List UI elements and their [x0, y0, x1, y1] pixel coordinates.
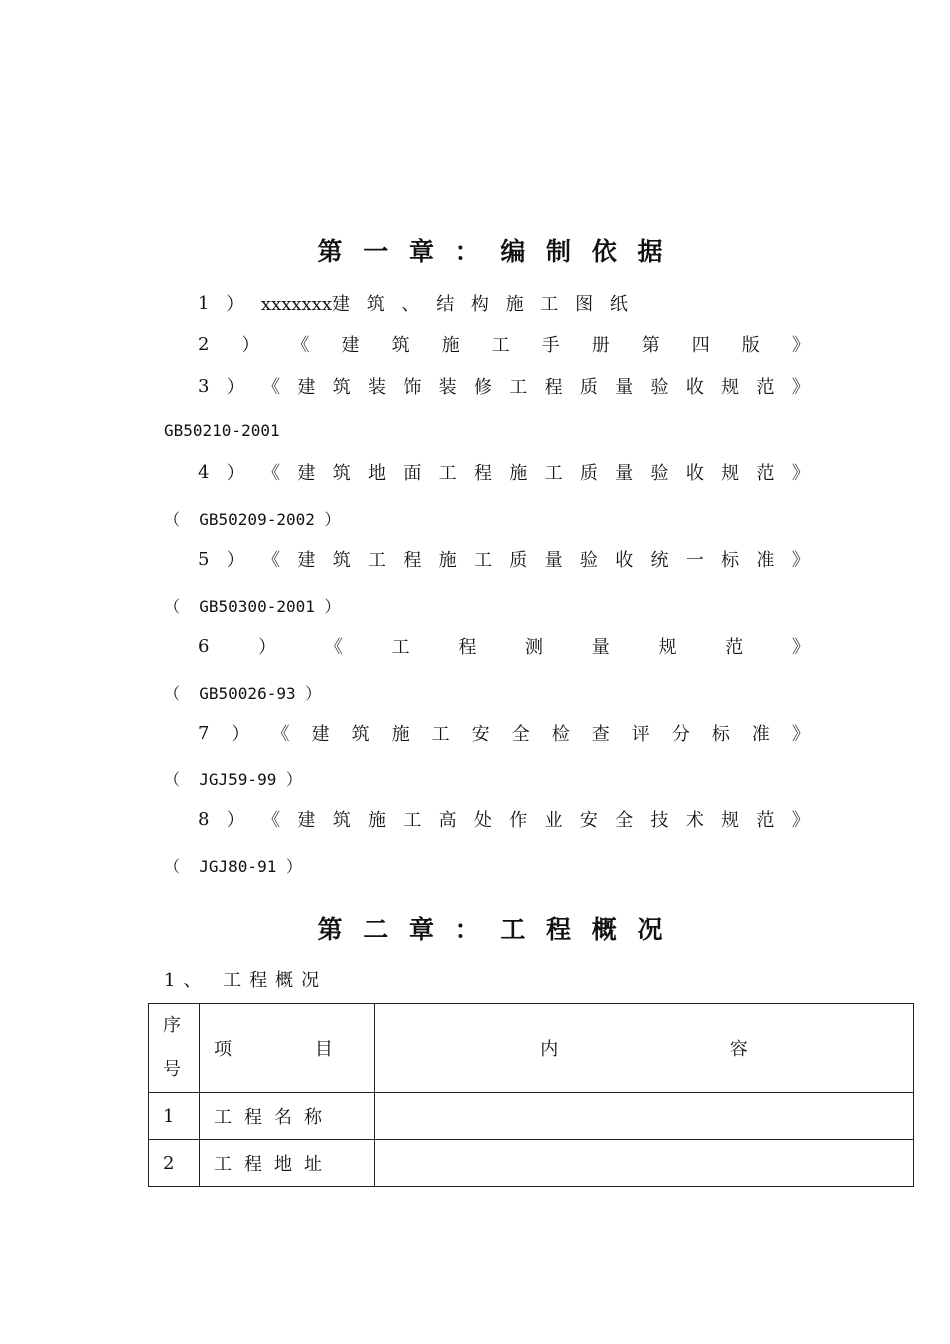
text-token: 3 — [198, 375, 210, 397]
text-token: ） — [241, 335, 260, 356]
text-token: 验 — [650, 377, 669, 398]
text-token: 分 — [671, 724, 690, 745]
text-token: 全 — [511, 724, 530, 745]
text-token: 验 — [579, 550, 598, 571]
text-token: 册 — [591, 335, 610, 356]
text-token: 工 — [368, 550, 387, 571]
text-token: 程 — [473, 463, 492, 484]
text-token: 筑 — [332, 463, 351, 484]
text-token: 》 — [791, 377, 810, 398]
text-token: 《 — [262, 377, 281, 398]
text-token: 《 — [271, 724, 290, 745]
basis-item-8-code: （ JGJ80-91 ） — [164, 857, 302, 876]
basis-item-4-code: （ GB50209-2002 ） — [164, 510, 341, 529]
row-content-cell[interactable] — [375, 1140, 914, 1187]
text-token: 业 — [544, 810, 563, 831]
text-token: 建 — [297, 550, 316, 571]
row-seq-cell: 1 — [149, 1093, 200, 1140]
text-token: 版 — [741, 335, 760, 356]
basis-item-4 — [198, 459, 810, 485]
text-token: 安 — [579, 810, 598, 831]
text-token: 处 — [473, 810, 492, 831]
header-seq-top: 序 — [163, 1015, 181, 1036]
text-token: 6 — [198, 635, 210, 657]
text-token: 查 — [591, 724, 610, 745]
text-token: 程 — [458, 637, 477, 658]
header-item-cell: 项 目 — [200, 1004, 375, 1093]
text-token: 工 — [544, 463, 563, 484]
text-token: 第 — [641, 335, 660, 356]
text-token: 收 — [685, 377, 704, 398]
text-token: 筑 — [351, 724, 370, 745]
header-content-cell — [375, 1004, 914, 1093]
text-token: 工 — [491, 335, 510, 356]
row-item-cell: 工程地址 — [200, 1140, 375, 1187]
text-token: ） — [226, 377, 245, 398]
basis-item-5 — [198, 546, 810, 572]
text-token: 安 — [471, 724, 490, 745]
table-header-row — [149, 1004, 914, 1093]
text-token: 筑 — [332, 810, 351, 831]
text-token: ） — [226, 294, 245, 315]
text-token: 规 — [721, 377, 740, 398]
text-token: 施 — [438, 550, 457, 571]
text-token: 施 — [505, 294, 524, 315]
basis-item-6 — [198, 633, 810, 659]
text-token: 2 — [198, 333, 210, 355]
basis-item-3-code: GB50210-2001 — [164, 421, 280, 440]
text-token: 验 — [650, 463, 669, 484]
table-row — [149, 1093, 914, 1140]
project-overview-table — [148, 1003, 914, 1187]
text-token: 质 — [509, 550, 528, 571]
text-token: 结 — [436, 294, 455, 315]
text-token: 《 — [262, 463, 281, 484]
basis-item-5-code: （ GB50300-2001 ） — [164, 597, 341, 616]
text-token: 收 — [685, 463, 704, 484]
text-token: 》 — [791, 550, 810, 571]
text-token: 技 — [650, 810, 669, 831]
text-token: 图 — [575, 294, 594, 315]
text-token: 标 — [721, 550, 740, 571]
text-token: 《 — [324, 637, 343, 658]
text-token: ） — [226, 550, 245, 571]
text-token: 范 — [756, 377, 775, 398]
text-token: 装 — [438, 377, 457, 398]
text-token: ） — [226, 810, 245, 831]
text-token: 范 — [756, 463, 775, 484]
text-token: 建 — [311, 724, 330, 745]
text-token: 评 — [631, 724, 650, 745]
text-token: 质 — [579, 463, 598, 484]
text-token: xxxxxxx建 — [260, 294, 350, 315]
table-row — [149, 1140, 914, 1187]
text-token: ） — [231, 724, 250, 745]
text-token: 高 — [438, 810, 457, 831]
text-token: 4 — [198, 461, 210, 483]
text-token: 手 — [541, 335, 560, 356]
text-token: 《 — [262, 550, 281, 571]
text-token: 构 — [470, 294, 489, 315]
section-subheading: 1、 工程概况 — [164, 970, 328, 991]
row-item-cell: 工程名称 — [200, 1093, 375, 1140]
text-token: 》 — [791, 637, 810, 658]
chapter-1-title: 第 一 章 ： 编 制 依 据 — [317, 237, 669, 266]
text-token: 建 — [341, 335, 360, 356]
header-content-left: 内 — [540, 1039, 559, 1060]
text-token: 工 — [540, 294, 559, 315]
text-token: 建 — [297, 377, 316, 398]
text-token: 规 — [721, 463, 740, 484]
basis-item-7 — [198, 720, 810, 746]
basis-item-1 — [198, 290, 628, 316]
row-content-cell[interactable] — [375, 1093, 914, 1140]
text-token: 量 — [615, 377, 634, 398]
text-token: 程 — [403, 550, 422, 571]
basis-item-8 — [198, 806, 810, 832]
text-token: 工 — [473, 550, 492, 571]
text-token: 四 — [691, 335, 710, 356]
basis-item-2 — [198, 331, 810, 357]
text-token: 程 — [544, 377, 563, 398]
row-seq-cell: 2 — [149, 1140, 200, 1187]
text-token: 8 — [198, 808, 210, 830]
text-token: 筑 — [332, 550, 351, 571]
text-token: 施 — [368, 810, 387, 831]
text-token: 7 — [198, 722, 210, 744]
text-token: 》 — [791, 335, 810, 356]
text-token: 1 — [198, 292, 210, 314]
text-token: 施 — [509, 463, 528, 484]
text-token: 测 — [525, 637, 544, 658]
text-token: 装 — [368, 377, 387, 398]
text-token: 5 — [198, 548, 210, 570]
text-token: 》 — [791, 810, 810, 831]
basis-item-7-code: （ JGJ59-99 ） — [164, 770, 302, 789]
text-token: 工 — [509, 377, 528, 398]
text-token: 范 — [725, 637, 744, 658]
text-token: 收 — [615, 550, 634, 571]
text-token: 筑 — [366, 294, 385, 315]
text-token: 建 — [297, 463, 316, 484]
text-token: 面 — [403, 463, 422, 484]
header-seq-bottom: 号 — [163, 1059, 181, 1080]
text-token: 检 — [551, 724, 570, 745]
text-token: 全 — [615, 810, 634, 831]
header-content-right: 容 — [729, 1039, 748, 1060]
text-token: 》 — [791, 463, 810, 484]
text-token: 修 — [473, 377, 492, 398]
text-token: 纸 — [609, 294, 628, 315]
text-token: 工 — [438, 463, 457, 484]
text-token: 《 — [262, 810, 281, 831]
text-token: 量 — [544, 550, 563, 571]
header-seq-cell — [149, 1004, 200, 1093]
text-token: 量 — [615, 463, 634, 484]
text-token: 规 — [658, 637, 677, 658]
text-token: 《 — [291, 335, 310, 356]
text-token: 、 — [401, 294, 420, 315]
text-token: ） — [258, 637, 277, 658]
text-token: 统 — [650, 550, 669, 571]
text-token: 作 — [509, 810, 528, 831]
text-token: 标 — [711, 724, 730, 745]
text-token: 准 — [756, 550, 775, 571]
text-token: 范 — [756, 810, 775, 831]
text-token: 准 — [751, 724, 770, 745]
text-token: 建 — [297, 810, 316, 831]
text-token: 工 — [391, 637, 410, 658]
text-token: 》 — [791, 724, 810, 745]
text-token: 施 — [441, 335, 460, 356]
basis-item-3 — [198, 373, 810, 399]
text-token: 一 — [685, 550, 704, 571]
text-token: 工 — [431, 724, 450, 745]
text-token: 地 — [368, 463, 387, 484]
text-token: 施 — [391, 724, 410, 745]
text-token: 筑 — [391, 335, 410, 356]
text-token: 饰 — [403, 377, 422, 398]
text-token: 质 — [579, 377, 598, 398]
text-token: 筑 — [332, 377, 351, 398]
text-token: ） — [226, 463, 245, 484]
text-token: 规 — [721, 810, 740, 831]
basis-item-6-code: （ GB50026-93 ） — [164, 684, 322, 703]
text-token: 术 — [685, 810, 704, 831]
text-token: 工 — [403, 810, 422, 831]
text-token: 量 — [591, 637, 610, 658]
chapter-2-title: 第 二 章 ： 工 程 概 况 — [317, 915, 669, 944]
